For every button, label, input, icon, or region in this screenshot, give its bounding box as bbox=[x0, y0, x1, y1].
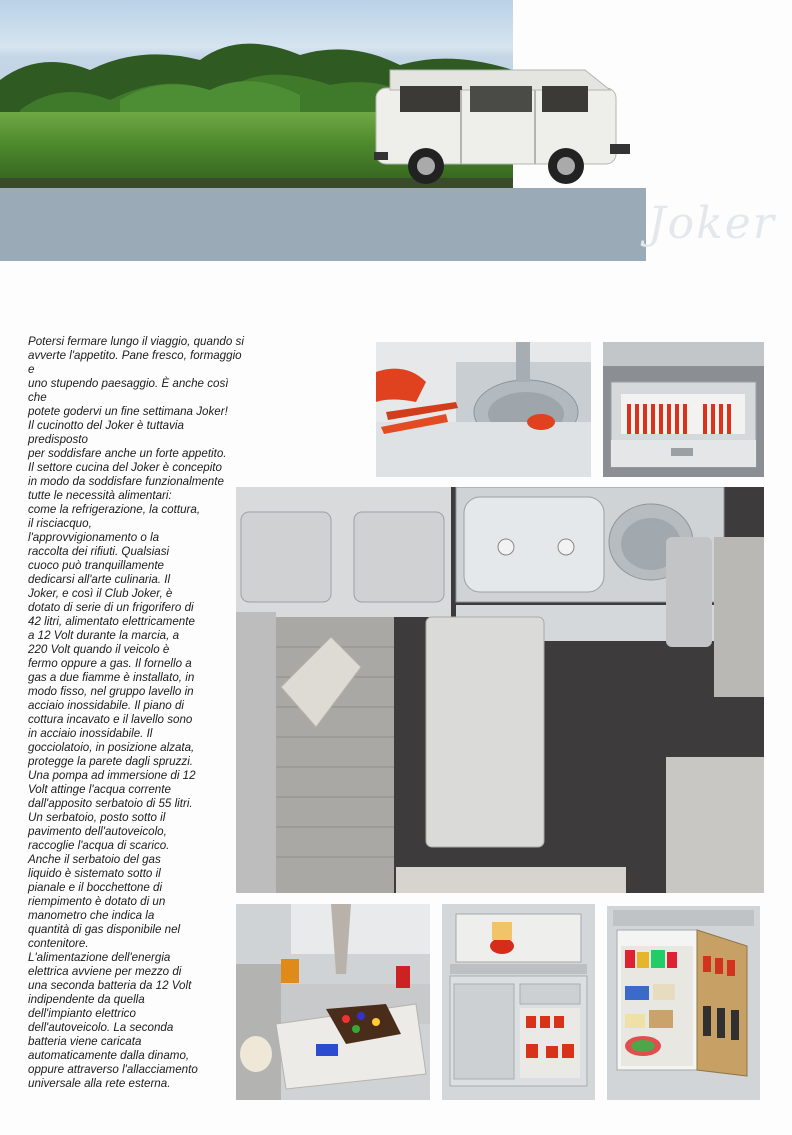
body-text-line: acciaio inossidabile. Il piano di bbox=[28, 699, 184, 712]
sink-photo bbox=[376, 342, 591, 477]
body-text-line: l'approvvigionamento o la bbox=[28, 531, 160, 544]
body-text-line: 42 litri, alimentato elettricamente bbox=[28, 615, 195, 628]
body-text-line: Un serbatoio, posto sotto il bbox=[28, 811, 166, 824]
body-text-line: uno stupendo paesaggio. È anche così che bbox=[28, 377, 229, 404]
body-text-line: L'alimentazione dell'energia bbox=[28, 951, 171, 964]
body-text-line: pavimento dell'autoveicolo, bbox=[28, 825, 167, 838]
body-text-line: Il cucinotto del Joker è tuttavia predisposto bbox=[28, 419, 184, 446]
body-text-line: dedicarsi all'arte culinaria. Il bbox=[28, 573, 171, 586]
body-text-line: quantità di gas disponibile nel bbox=[28, 923, 181, 936]
table-photo bbox=[236, 904, 430, 1100]
body-text-line: automaticamente dalla dinamo, bbox=[28, 1049, 190, 1062]
body-text-line: oppure attraverso l'allacciamento bbox=[28, 1063, 198, 1076]
body-text-line: il risciacquo, bbox=[28, 517, 92, 530]
body-text-line: indipendente da quella bbox=[28, 993, 145, 1006]
body-text-line: una seconda batteria da 12 Volt bbox=[28, 979, 192, 992]
body-text-line: Il settore cucina del Joker è concepito bbox=[28, 461, 222, 474]
body-text-line: raccoglie l'acqua di scarico. bbox=[28, 839, 170, 852]
header-band bbox=[0, 188, 646, 261]
body-text-line: dell'autoveicolo. La seconda bbox=[28, 1021, 174, 1034]
body-text-line: cuoco può tranquillamente bbox=[28, 559, 164, 572]
body-text-line: tutte le necessità alimentari: bbox=[28, 489, 172, 502]
body-text-line: modo fisso, nel gruppo lavello in bbox=[28, 685, 194, 698]
cabinet-photo bbox=[442, 904, 595, 1100]
body-text-line: Joker, e così il Club Joker, è bbox=[28, 587, 173, 600]
body-text-line: contenitore. bbox=[28, 937, 89, 950]
body-text-line: come la refrigerazione, la cottura, bbox=[28, 503, 201, 516]
body-text-line: manometro che indica la bbox=[28, 909, 155, 922]
body-text bbox=[28, 335, 246, 1091]
body-text-line: avverte l'appetito. Pane fresco, formaggio e bbox=[28, 349, 242, 376]
body-text-line: dell'impianto elettrico bbox=[28, 1007, 136, 1020]
fridge-photo bbox=[607, 906, 760, 1100]
body-text-line: cottura incavato e il lavello sono bbox=[28, 713, 193, 726]
body-text-line: batteria viene caricata bbox=[28, 1035, 142, 1048]
body-text-line: Potersi fermare lungo il viaggio, quando si bbox=[28, 335, 244, 348]
body-text-line: per soddisfare anche un forte appetito. bbox=[28, 447, 227, 460]
body-text-line: riempimento è dotato di un bbox=[28, 895, 166, 908]
body-text-line: dotato di serie di un frigorifero di bbox=[28, 601, 194, 614]
body-text-line: in modo da soddisfare funzionalmente bbox=[28, 475, 224, 488]
body-text-line: liquido è sistemato sotto il bbox=[28, 867, 161, 880]
body-text-line: Volt attinge l'acqua corrente bbox=[28, 783, 171, 796]
body-text-line: in acciaio inossidabile. Il bbox=[28, 727, 153, 740]
drawer-photo bbox=[603, 342, 764, 477]
body-text-line: Anche il serbatoio del gas bbox=[28, 853, 161, 866]
body-text-line: dall'apposito serbatoio di 55 litri. bbox=[28, 797, 193, 810]
body-text-line: potete godervi un fine settimana Joker! bbox=[28, 405, 228, 418]
body-text-line: pianale e il bocchettone di bbox=[28, 881, 163, 894]
joker-title: Joker bbox=[648, 198, 776, 249]
body-text-line: Una pompa ad immersione di 12 bbox=[28, 769, 196, 782]
body-text-line: universale alla rete esterna. bbox=[28, 1077, 171, 1090]
body-text-line: fermo oppure a gas. Il fornello a bbox=[28, 657, 192, 670]
body-text-line: protegge la parete dagli spruzzi. bbox=[28, 755, 193, 768]
body-text-line: a 12 Volt durante la marcia, a bbox=[28, 629, 180, 642]
body-text-line: gocciolatoio, in posizione alzata, bbox=[28, 741, 195, 754]
van-image bbox=[370, 60, 635, 190]
body-text-line: gas a due fiamme è installato, in bbox=[28, 671, 195, 684]
body-text-line: 220 Volt quando il veicolo è bbox=[28, 643, 170, 656]
body-text-line: elettrica avviene per mezzo di bbox=[28, 965, 182, 978]
interior-overhead-photo bbox=[236, 487, 764, 893]
body-text-line: raccolta dei rifiuti. Qualsiasi bbox=[28, 545, 170, 558]
